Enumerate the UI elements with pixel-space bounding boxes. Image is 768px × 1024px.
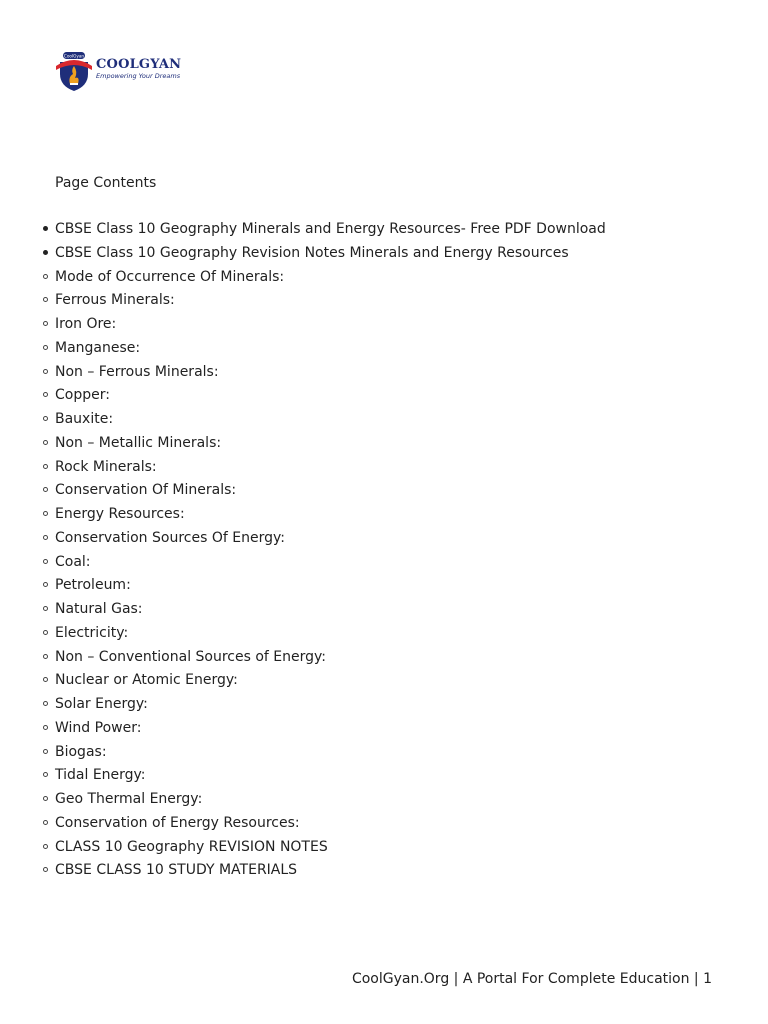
page-contents-heading: Page Contents (55, 175, 157, 191)
toc-item-label[interactable]: Bauxite: (55, 411, 114, 427)
bullet-circle-icon (43, 796, 48, 801)
bullet-circle-icon (43, 274, 48, 279)
toc-item-label[interactable]: CBSE Class 10 Geography Revision Notes Minerals and Energy Resources (55, 244, 569, 261)
bullet-circle-icon (43, 654, 48, 659)
toc-item-label[interactable]: Conservation Sources Of Energy: (55, 529, 285, 546)
toc-item-label[interactable]: Electricity: (55, 624, 129, 641)
toc-item-label[interactable]: Ferrous Minerals: (55, 292, 175, 309)
bullet-circle-icon (43, 487, 48, 492)
toc-item-label[interactable]: CBSE Class 10 Geography Minerals and Energy Resources- Free PDF Download (55, 221, 606, 237)
bullet-circle-icon (43, 345, 48, 350)
toc-item[interactable] (40, 504, 606, 528)
bullet-circle-icon (43, 630, 48, 635)
coolgyan-logo (54, 50, 194, 94)
toc-item-label[interactable]: Iron Ore: (55, 316, 117, 332)
toc-item[interactable] (40, 623, 606, 647)
toc-item[interactable] (40, 718, 606, 742)
toc-item-label[interactable]: Conservation of Energy Resources: (55, 814, 300, 831)
bullet-circle-icon (43, 392, 48, 397)
bullet-circle-icon (43, 321, 48, 326)
toc-item[interactable] (40, 742, 606, 766)
bullet-circle-icon (43, 701, 48, 706)
toc-item-label[interactable]: Conservation Of Minerals: (55, 482, 237, 499)
toc-item[interactable] (40, 385, 606, 409)
toc-item-label[interactable]: Natural Gas: (55, 601, 143, 617)
bullet-circle-icon (43, 772, 48, 777)
toc-item[interactable] (40, 694, 606, 718)
logo-tagline: Empowering Your Dreams (96, 72, 181, 80)
toc-item-label[interactable]: Non – Metallic Minerals: (55, 434, 222, 451)
toc-item[interactable] (40, 552, 606, 576)
bullet-circle-icon (43, 369, 48, 374)
logo-name: COOLGYAN (96, 57, 182, 72)
toc-item-label[interactable]: Mode of Occurrence Of Minerals: (55, 268, 285, 285)
toc-item-label[interactable]: Tidal Energy: (55, 767, 146, 784)
bullet-circle-icon (43, 297, 48, 302)
toc-item-label[interactable]: Wind Power: (55, 719, 142, 736)
toc-item-label[interactable]: Nuclear or Atomic Energy: (55, 672, 238, 689)
toc-item[interactable] (40, 243, 606, 267)
toc-item[interactable] (40, 457, 606, 481)
bullet-circle-icon (43, 559, 48, 564)
toc-item-label[interactable]: CBSE CLASS 10 STUDY MATERIALS (55, 862, 298, 879)
svg-text:CoolGyan: CoolGyan (63, 53, 85, 59)
bullet-circle-icon (43, 844, 48, 849)
toc-item[interactable] (40, 314, 606, 338)
toc-item-label[interactable]: CLASS 10 Geography REVISION NOTES (55, 838, 328, 855)
graduation-shield-icon (54, 50, 94, 92)
bullet-circle-icon (43, 464, 48, 469)
table-of-contents (40, 219, 606, 884)
toc-item[interactable] (40, 860, 606, 884)
toc-item[interactable] (40, 528, 606, 552)
bullet-circle-icon (43, 867, 48, 872)
toc-item[interactable] (40, 290, 606, 314)
toc-item-label[interactable]: Geo Thermal Energy: (55, 791, 203, 807)
toc-item[interactable] (40, 765, 606, 789)
page-footer: CoolGyan.Org | A Portal For Complete Education | 1 (351, 971, 712, 987)
toc-item[interactable] (40, 409, 606, 433)
toc-item[interactable] (40, 267, 606, 291)
bullet-circle-icon (43, 820, 48, 825)
bullet-circle-icon (43, 535, 48, 540)
toc-item[interactable] (40, 433, 606, 457)
bullet-circle-icon (43, 511, 48, 516)
toc-item[interactable] (40, 647, 606, 671)
bullet-disc-icon (43, 250, 48, 255)
bullet-circle-icon (43, 677, 48, 682)
toc-item[interactable] (40, 837, 606, 861)
toc-item-label[interactable]: Non – Ferrous Minerals: (55, 363, 219, 380)
toc-item[interactable] (40, 575, 606, 599)
toc-item[interactable] (40, 338, 606, 362)
toc-item-label[interactable]: Solar Energy: (55, 696, 148, 712)
toc-item-label[interactable]: Non – Conventional Sources of Energy: (55, 648, 327, 665)
toc-item[interactable] (40, 813, 606, 837)
toc-item-label[interactable]: Manganese: (55, 339, 141, 356)
toc-item-label[interactable]: Coal: (55, 553, 91, 570)
bullet-circle-icon (43, 725, 48, 730)
toc-item[interactable] (40, 670, 606, 694)
toc-item[interactable] (40, 789, 606, 813)
bullet-circle-icon (43, 749, 48, 754)
toc-item-label[interactable]: Energy Resources: (55, 506, 185, 522)
toc-item[interactable] (40, 219, 606, 243)
toc-item-label[interactable]: Rock Minerals: (55, 458, 157, 475)
bullet-circle-icon (43, 582, 48, 587)
toc-item-label[interactable]: Copper: (55, 387, 110, 404)
toc-item[interactable] (40, 599, 606, 623)
toc-item[interactable] (40, 362, 606, 386)
toc-item-label[interactable]: Petroleum: (55, 577, 131, 594)
bullet-circle-icon (43, 416, 48, 421)
bullet-circle-icon (43, 606, 48, 611)
toc-item-label[interactable]: Biogas: (55, 743, 107, 760)
bullet-circle-icon (43, 440, 48, 445)
bullet-disc-icon (43, 226, 48, 231)
toc-item[interactable] (40, 480, 606, 504)
